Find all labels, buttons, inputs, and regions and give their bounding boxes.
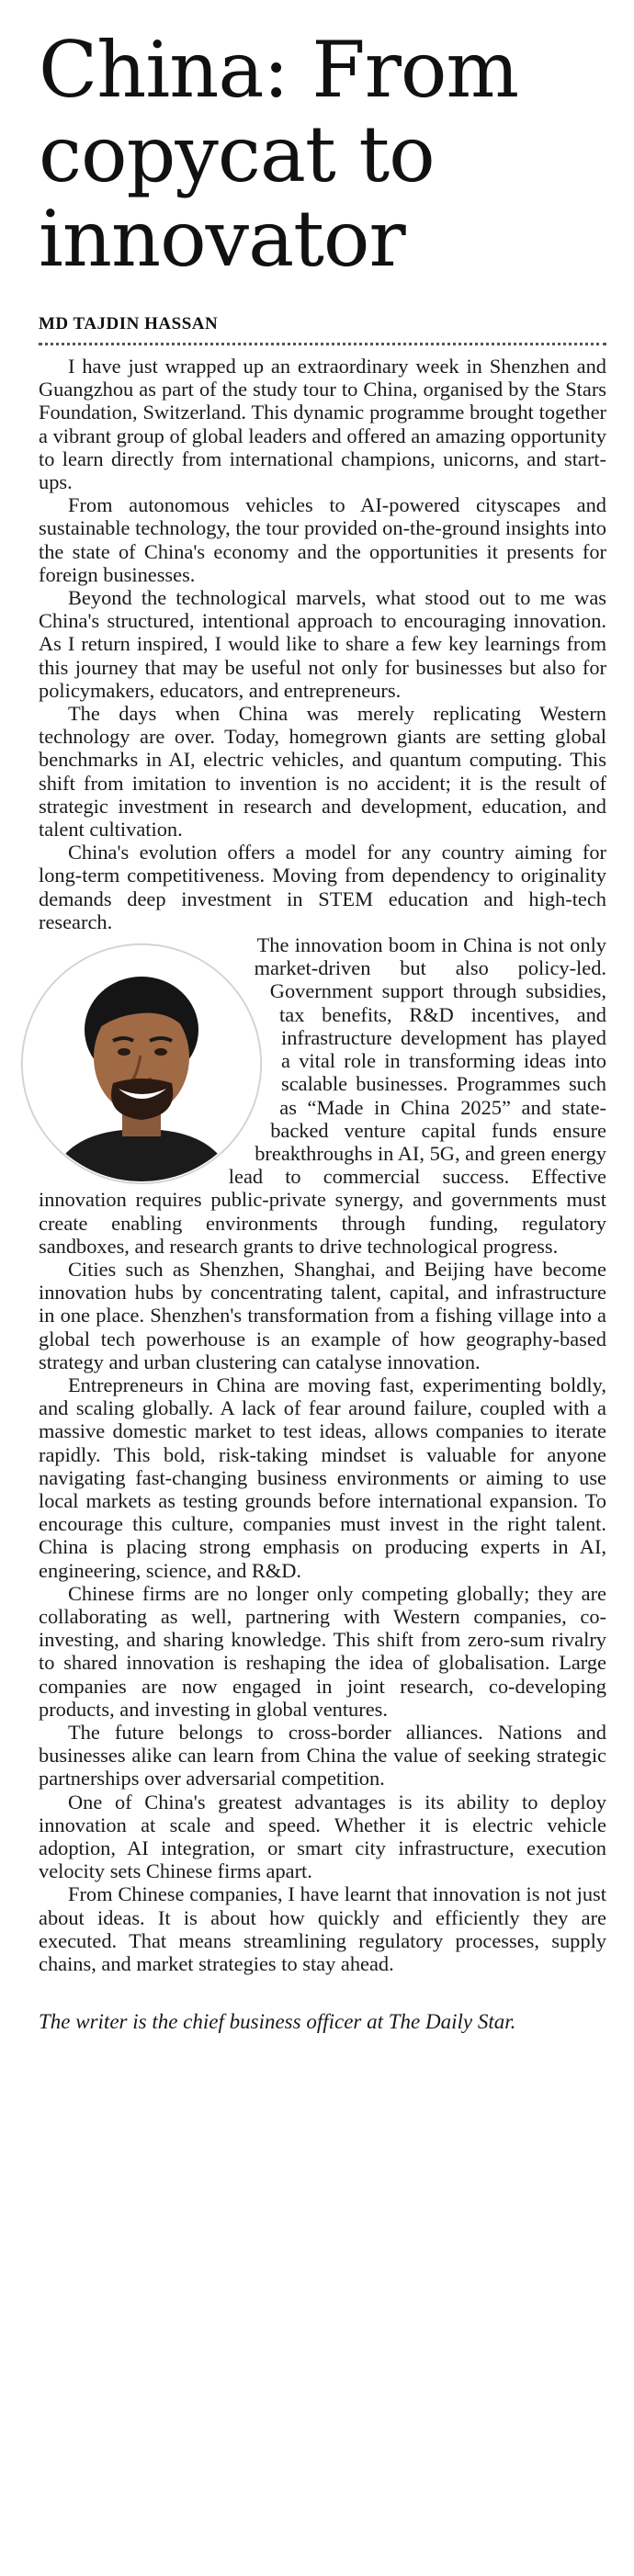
author-tagline: The writer is the chief business officer at The Daily Star. [39,2010,516,2034]
byline: MD TAJDIN HASSAN [39,314,606,345]
paragraph: I have just wrapped up an extraordinary week in Shenzhen and Guangzhou as part of the study tour to China, organised by the Stars Foundation, Switzerland. This dynamic programme brought together a vibrant group of global leaders and offered an amazing opportunity to learn directly from international champions, unicorns, and start-ups. [39,355,606,494]
article-body [39,355,606,1975]
paragraph: The innovation boom in China is not only market-driven but also policy-led. Government support through subsidies, tax benefits, R&D incentives, and infrastructure development has played a vital role in transforming ideas into scalable businesses. Programmes such as “Made in China 2025” and state-backed venture capital funds ensure breakthroughs in AI, 5G, and green energy lead to commercial success. Effective innovation requires public-private synergy, and governments must create enabling environments through funding, regulatory sandboxes, and research grants to drive technological progress. [39,933,606,1258]
paragraph: Beyond the technological marvels, what stood out to me was China's structured, intentional approach to encouraging innovation. As I return inspired, I would like to share a few key learnings from this journey that may be useful not only for businesses but also for policymakers, educators, and entrepreneurs. [39,586,606,702]
author-portrait-icon [23,945,260,1182]
paragraph: From autonomous vehicles to AI-powered cityscapes and sustainable technology, the tour provided on-the-ground insights into the state of China's economy and the opportunities it presents for foreign businesses. [39,493,606,586]
author-photo [22,944,261,1183]
paragraph: The days when China was merely replicating Western technology are over. Today, homegrown giants are setting global benchmarks in AI, electric vehicles, and quantum computing. This shift from imitation to invention is no accident; it is the result of strategic investment in research and development, education, and talent cultivation. [39,702,606,842]
paragraph: China's evolution offers a model for any country aiming for long-term competitiveness. Moving from dependency to originality demands deep investment in STEM education and high-tech research. [39,841,606,933]
headline: China: From copycat to innovator [39,25,519,284]
paragraph: One of China's greatest advantages is its ability to deploy innovation at scale and speed. Whether it is electric vehicle adoption, AI integration, or smart city infrastructure, execution velocity sets Chinese firms apart. [39,1790,606,1883]
paragraph: Chinese firms are no longer only competing globally; they are collaborating as well, partnering with Western companies, co-investing, and sharing knowledge. This shift from zero-sum rivalry to shared innovation is reshaping the idea of globalisation. Large companies are now engaged in joint research, co-developing products, and investing in global ventures. [39,1581,606,1721]
paragraph: Cities such as Shenzhen, Shanghai, and Beijing have become innovation hubs by concentrating talent, capital, and infrastructure in one place. Shenzhen's transformation from a fishing village into a global tech powerhouse is an example of how geography-based strategy and urban clustering can catalyse innovation. [39,1257,606,1373]
paragraph: The future belongs to cross-border alliances. Nations and businesses alike can learn from China the value of seeking strategic partnerships over adversarial competition. [39,1720,606,1791]
paragraph: From Chinese companies, I have learnt that innovation is not just about ideas. It is about how quickly and efficiently they are executed. That means streamlining regulatory processes, supply chains, and market strategies to stay ahead. [39,1882,606,1976]
paragraph: Entrepreneurs in China are moving fast, experimenting boldly, and scaling globally. A lack of fear around failure, coupled with a massive domestic market to test ideas, allows companies to iterate rapidly. This bold, risk-taking mindset is valuable for anyone navigating fast-changing business environments or aiming to use local markets as testing grounds before international expansion. To encourage this culture, companies must invest in the right talent. China is placing strong emphasis on producing experts in AI, engineering, science, and R&D. [39,1373,606,1582]
